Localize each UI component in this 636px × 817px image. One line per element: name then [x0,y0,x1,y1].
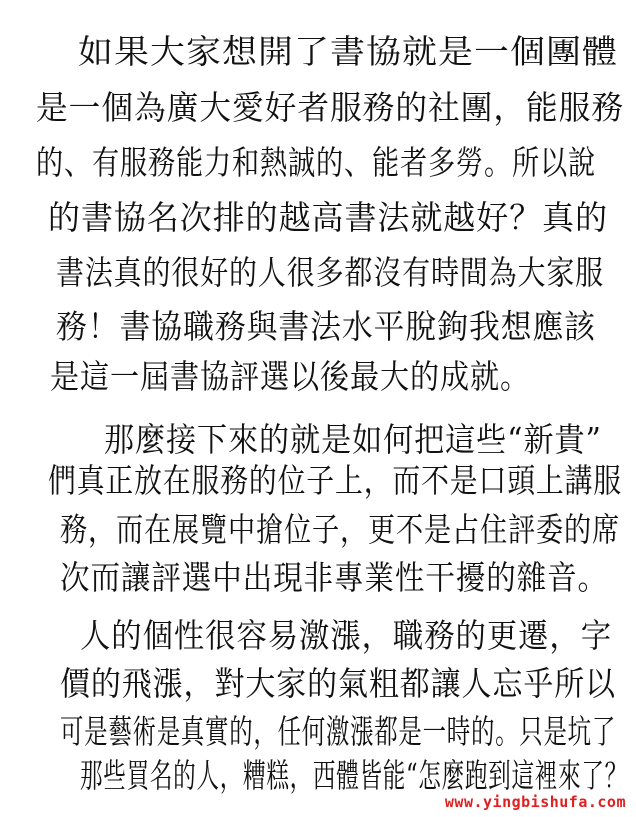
letter-line-11: 次而讓評選中出現非專業性干擾的雜音。 [60,558,608,597]
letter-line-12: 人的個性很容易激漲，職務的更遷，字 [80,616,612,655]
letter-line-3: 的、有服務能力和熱誠的、能者多勞。所以說 [36,143,596,182]
letter-line-15: 那些買名的人，糟糕，西體皆能“怎麼跑到這裡來了？ [80,756,628,795]
website-watermark: www.yingbishufa.com [444,793,626,811]
letter-line-8: 那麼接下來的就是如何把這些“新貴” [104,420,602,459]
letter-line-9: 們真正放在服務的位子上，而不是口頭上講服 [48,461,622,500]
letter-line-1: 如果大家想開了書協就是一個團體 [78,32,618,71]
letter-line-6: 務！書協職務與書法水平脫鉤我想應該 [56,307,597,346]
letter-line-10: 務，而在展覽中搶位子，更不是占住評委的席 [60,510,620,549]
letter-line-13: 價的飛漲，對大家的氣粗都讓人忘乎所以 [60,664,617,703]
letter-line-2: 是一個為廣大愛好者服務的社團，能服務 [36,88,625,127]
letter-line-4: 的書協名次排的越高書法就越好？真的 [48,198,609,237]
letter-line-5: 書法真的很好的人很多都沒有時間為大家服 [56,253,605,292]
letter-line-14: 可是藝術是真實的，任何激漲都是一時的。只是坑了 [60,712,617,751]
letter-line-7: 是這一屆書協評選以後最大的成就。 [50,357,531,396]
